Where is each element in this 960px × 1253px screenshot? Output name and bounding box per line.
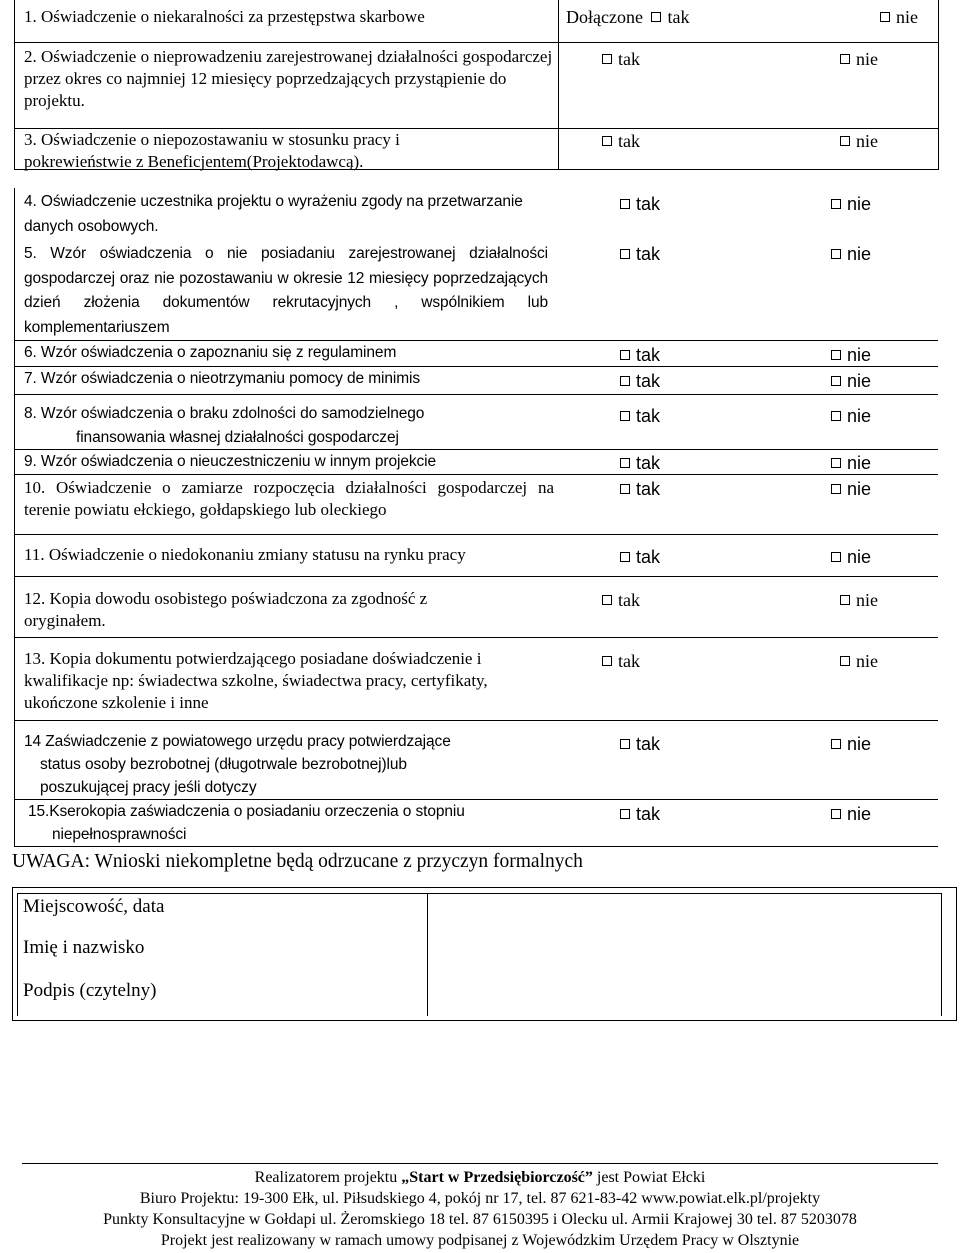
item-1-no[interactable]: nie	[880, 6, 918, 28]
checkbox-no[interactable]	[831, 350, 841, 360]
place-date-label: Miejscowość, data	[23, 896, 165, 917]
checkbox-no[interactable]	[831, 199, 841, 209]
item-10-text: 10. Oświadczenie o zamiarze rozpoczęcia działalności gospodarczej na terenie powiatu ełckiego, gołdapskiego lub oleckiego	[24, 478, 554, 519]
checkbox-no[interactable]	[831, 739, 841, 749]
item-3-yes[interactable]: tak	[602, 130, 640, 152]
checkbox-no[interactable]	[840, 54, 850, 64]
signature-box-inner-left	[17, 893, 18, 1016]
table-border-mid	[558, 0, 559, 170]
item-2-text: 2. Oświadczenie o nieprowadzeniu zarejestrowanej działalności gospodarczej przez okres co najmniej 12 miesięcy poprzedzających przystąpienie do projektu.	[24, 47, 553, 110]
signature-box-top	[12, 887, 957, 888]
item-6-text: 6. Wzór oświadczenia o zapoznaniu się z regulaminem	[24, 344, 397, 361]
checkbox-no[interactable]	[831, 411, 841, 421]
item-7-text: 7. Wzór oświadczenia o nieotrzymaniu pomocy de minimis	[24, 370, 421, 387]
row-divider	[14, 576, 938, 577]
item-9-no[interactable]: nie	[831, 452, 871, 474]
item-6-no[interactable]: nie	[831, 344, 871, 366]
warning-text: UWAGA: Wnioski niekompletne będą odrzucane z przyczyn formalnych	[12, 851, 583, 872]
item-3-no[interactable]: nie	[840, 130, 878, 152]
attached-label: Dołączone tak	[566, 7, 690, 27]
checkbox-yes[interactable]	[620, 199, 630, 209]
checkbox-yes[interactable]	[602, 54, 612, 64]
item-3-text: 3. Oświadczenie o niepozostawaniu w stosunku pracy i pokrewieństwie z Beneficjentem(Projektodawcą).	[24, 130, 400, 171]
item-5-text: 5. Wzór oświadczenia o nie posiadaniu zarejestrowanej działalności gospodarczej oraz nie pozostawaniu w okresie 12 miesięcy poprzedzających dzień złożenia dokumentów rekrutacyjnych , wspólnikiem lub komplementariuszem	[24, 245, 548, 336]
table-border-left	[14, 188, 15, 846]
row-divider	[14, 534, 938, 535]
item-15-line1: 15.Kserokopia zaświadczenia o posiadaniu orzeczenia o stopniu	[28, 803, 465, 820]
checkbox-no[interactable]	[831, 376, 841, 386]
checkbox-yes[interactable]	[620, 552, 630, 562]
row-divider	[14, 846, 938, 847]
checkbox-yes[interactable]	[620, 739, 630, 749]
item-13-yes[interactable]: tak	[602, 650, 640, 672]
item-14-line1: 14 Zaświadczenie z powiatowego urzędu pracy potwierdzające	[24, 733, 451, 750]
item-8-line1: 8. Wzór oświadczenia o braku zdolności do samodzielnego	[24, 405, 425, 422]
checkbox-yes[interactable]	[602, 656, 612, 666]
item-10-no[interactable]: nie	[831, 478, 871, 500]
checkbox-yes[interactable]	[620, 809, 630, 819]
item-14-line2: status osoby bezrobotnej (długotrwale bezrobotnej)lub	[40, 756, 407, 773]
checkbox-yes[interactable]	[620, 458, 630, 468]
signature-label: Podpis (czytelny)	[23, 980, 157, 1001]
item-6-yes[interactable]: tak	[620, 344, 660, 366]
signature-box-inner-top	[17, 893, 941, 894]
checkbox-yes[interactable]	[620, 350, 630, 360]
item-4-yes[interactable]: tak	[620, 193, 660, 215]
item-8-yes[interactable]: tak	[620, 405, 660, 427]
checkbox-yes[interactable]	[602, 136, 612, 146]
checkbox-no[interactable]	[880, 12, 890, 22]
footer-line-2: Biuro Projektu: 19-300 Ełk, ul. Piłsudskiego 4, pokój nr 17, tel. 87 621-83-42 www.powiat.elk.pl/projekty	[139, 1190, 821, 1207]
item-4-text: 4. Oświadczenie uczestnika projektu o wyrażeniu zgody na przetwarzanie danych osobowych.	[24, 193, 523, 235]
item-13-no[interactable]: nie	[840, 650, 878, 672]
checkbox-no[interactable]	[840, 656, 850, 666]
item-14-line3: poszukującej pracy jeśli dotyczy	[40, 779, 257, 796]
name-label: Imię i nazwisko	[23, 937, 145, 958]
item-12-no[interactable]: nie	[840, 589, 878, 611]
row-divider	[14, 637, 938, 638]
checkbox-no[interactable]	[831, 249, 841, 259]
item-7-no[interactable]: nie	[831, 370, 871, 392]
item-15-line2: niepełnosprawności	[52, 826, 187, 843]
checkbox-no[interactable]	[831, 458, 841, 468]
item-1-text: 1. Oświadczenie o niekaralności za przestępstwa skarbowe	[24, 7, 425, 26]
item-11-text: 11. Oświadczenie o niedokonaniu zmiany statusu na rynku pracy	[24, 545, 466, 564]
item-7-yes[interactable]: tak	[620, 370, 660, 392]
footer-line-3: Punkty Konsultacyjne w Gołdapi ul. Żeromskiego 18 tel. 87 6150395 i Olecku ul. Armii Krajowej 30 tel. 87 5203078	[103, 1211, 857, 1228]
item-11-yes[interactable]: tak	[620, 546, 660, 568]
item-13-text: 13. Kopia dokumentu potwierdzającego posiadane doświadczenie i kwalifikacje np: świadectwa szkolne, świadectwa pracy, certyfikaty, ukończone szkolenie i inne	[24, 649, 488, 712]
item-14-no[interactable]: nie	[831, 733, 871, 755]
row-divider	[14, 474, 938, 475]
table-border-right	[938, 0, 939, 170]
checkbox-yes[interactable]	[620, 484, 630, 494]
item-5-yes[interactable]: tak	[620, 243, 660, 265]
checkbox-no[interactable]	[840, 595, 850, 605]
item-15-no[interactable]: nie	[831, 803, 871, 825]
footer-rule	[22, 1163, 938, 1164]
item-12-yes[interactable]: tak	[602, 589, 640, 611]
item-12-text: 12. Kopia dowodu osobistego poświadczona za zgodność z oryginałem.	[24, 589, 428, 630]
table-border-left	[14, 0, 15, 170]
checkbox-yes[interactable]	[620, 411, 630, 421]
item-9-text: 9. Wzór oświadczenia o nieuczestniczeniu w innym projekcie	[24, 453, 437, 470]
signature-box-left	[12, 887, 13, 1020]
item-8-line2: finansowania własnej działalności gospodarczej	[76, 429, 399, 446]
row-divider	[14, 42, 938, 43]
item-14-yes[interactable]: tak	[620, 733, 660, 755]
signature-box-bottom	[12, 1020, 957, 1021]
item-8-no[interactable]: nie	[831, 405, 871, 427]
row-divider	[14, 394, 938, 395]
item-5-no[interactable]: nie	[831, 243, 871, 265]
signature-box-inner-right	[941, 893, 942, 1016]
signature-box-right	[956, 887, 957, 1020]
signature-box-inner-divider	[427, 893, 428, 1016]
item-9-yes[interactable]: tak	[620, 452, 660, 474]
checkbox-no[interactable]	[831, 809, 841, 819]
footer-line-4: Projekt jest realizowany w ramach umowy podpisanej z Wojewódzkim Urzędem Pracy w Olsztynie	[160, 1232, 800, 1249]
footer-line-1: Realizatorem projektu „Start w Przedsiębiorczość” jest Powiat Ełcki	[254, 1169, 706, 1186]
item-4-no[interactable]: nie	[831, 193, 871, 215]
item-10-yes[interactable]: tak	[620, 478, 660, 500]
item-15-yes[interactable]: tak	[620, 803, 660, 825]
checkbox-no[interactable]	[831, 552, 841, 562]
item-2-no[interactable]: nie	[840, 48, 878, 70]
checkbox-no[interactable]	[840, 136, 850, 146]
row-divider	[14, 720, 938, 721]
checkbox-no[interactable]	[831, 484, 841, 494]
checkbox-yes[interactable]	[620, 376, 630, 386]
checkbox-yes[interactable]	[602, 595, 612, 605]
checkbox-yes[interactable]	[651, 12, 661, 22]
item-2-yes[interactable]: tak	[602, 48, 640, 70]
item-11-no[interactable]: nie	[831, 546, 871, 568]
checkbox-yes[interactable]	[620, 249, 630, 259]
